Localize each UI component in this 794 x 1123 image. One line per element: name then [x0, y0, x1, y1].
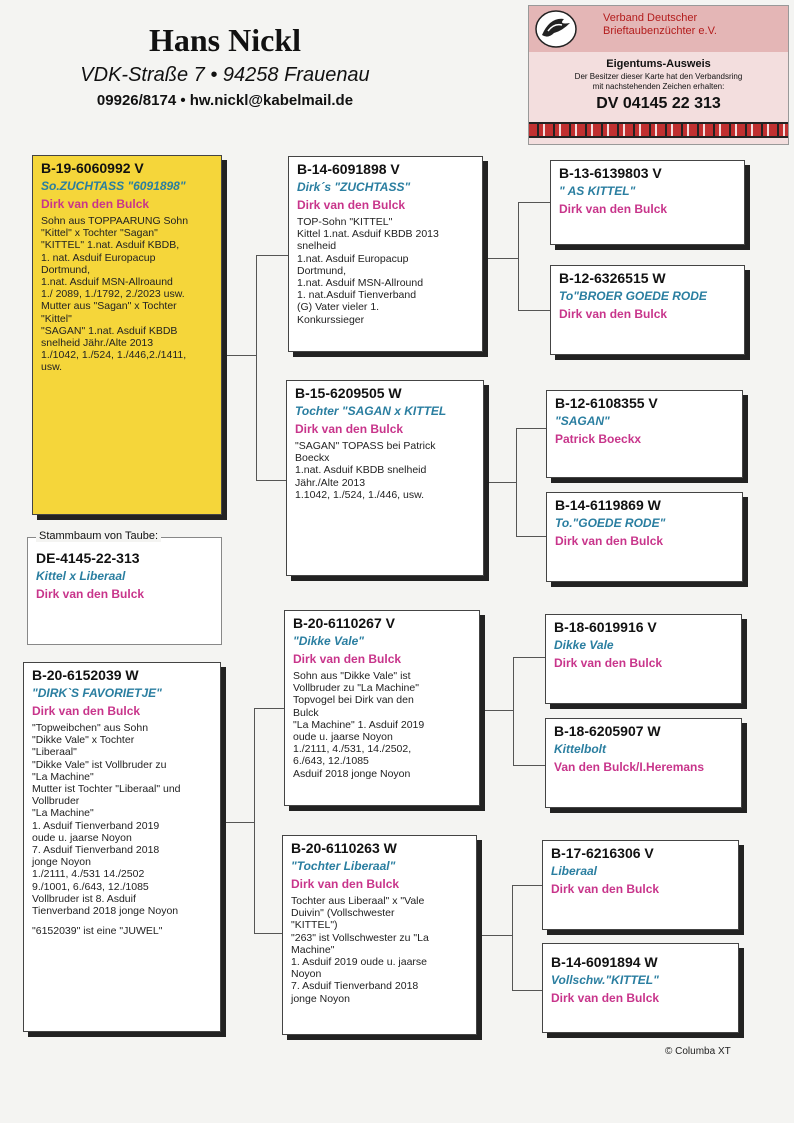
note-line: Asduif 2018 jonge Noyon	[293, 767, 411, 780]
note-line: "La Machine"	[32, 770, 94, 783]
ring-number: B-18-6205907 W	[554, 723, 661, 739]
note-line: Tienverband 2018 jonge Noyon	[32, 905, 179, 918]
ring-number: B-14-6119869 W	[555, 497, 661, 513]
connector-line	[512, 885, 513, 990]
pedigree-box-ds-dam	[545, 718, 742, 808]
note-line: Noyon	[291, 968, 322, 981]
note-line: oude u. jaarse Noyon	[293, 731, 393, 744]
connector-line	[516, 428, 517, 536]
pigeon-name: "Dikke Vale"	[293, 634, 364, 648]
breeder-name: Dirk van den Bulck	[297, 198, 406, 212]
pedigree-box-dd-sire	[542, 840, 739, 930]
note-line: Duivin" (Vollschwester	[291, 907, 395, 920]
connector-line	[513, 765, 545, 766]
note-line: "SAGAN" 1.nat. Asduif KBDB	[41, 324, 178, 337]
card-header	[529, 6, 788, 52]
ring-number: B-20-6110263 W	[291, 840, 397, 856]
pigeon-name: Kittelbolt	[554, 742, 606, 756]
pedigree-footer-note: "6152039" ist eine "JUWEL"	[32, 925, 163, 938]
pedigree-box-dam	[23, 662, 221, 1032]
note-line: Konkurssieger	[297, 313, 365, 326]
pigeon-name: Dirk´s "ZUCHTASS"	[297, 180, 411, 194]
pigeon-name: Dikke Vale	[554, 638, 614, 652]
ring-number: DE-4145-22-313	[36, 550, 140, 566]
connector-line	[480, 710, 513, 711]
owner-address: VDK-Straße 7 • 94258 Frauenau	[80, 64, 370, 86]
connector-line	[222, 355, 256, 356]
note-line: "KITTEL" 1.nat. Asduif KBDB,	[41, 239, 180, 252]
note-line: Machine"	[291, 943, 335, 956]
copyright: © Columba XT	[665, 1046, 731, 1057]
note-line: 1. Asduif Tienverband 2019	[32, 819, 160, 832]
note-line: 1.nat. Asduif MSN-Allroaund	[41, 276, 173, 289]
ring-number: B-20-6110267 V	[293, 615, 395, 631]
card-text-line1: Der Besitzer dieser Karte hat den Verbandsring	[574, 72, 743, 81]
breeder-name: Dirk van den Bulck	[551, 882, 660, 896]
pedigree-box-sd-sire	[546, 390, 743, 478]
pedigree-box-dam-sire	[284, 610, 480, 806]
pedigree-notes	[291, 895, 468, 1005]
pedigree-box-ss-dam	[550, 265, 745, 355]
note-line: "Dikke Vale" x Tochter	[32, 734, 135, 747]
note-line: Sohn aus TOPPAARUNG Sohn	[41, 215, 189, 227]
connector-line	[518, 310, 550, 311]
note-line: Vollbruder zu "La Machine"	[293, 682, 419, 695]
breeder-name: Dirk van den Bulck	[293, 652, 402, 666]
note-line: 1. nat. Asduif Europacup	[41, 251, 156, 264]
note-line: Vollbruder	[32, 795, 80, 808]
card-ring-number: DV 04145 22 313	[596, 95, 721, 112]
note-line: "Kittel"	[41, 312, 72, 325]
connector-line	[512, 885, 542, 886]
breeder-name: Dirk van den Bulck	[32, 704, 141, 718]
card-title: Eigentums-Ausweis	[606, 58, 711, 70]
note-line: Topvogel bei Dirk van den	[293, 694, 414, 707]
connector-line	[256, 255, 288, 256]
note-line: 6./643, 12./1085	[293, 755, 369, 768]
note-line: oude u. jaarse Noyon	[32, 831, 132, 844]
pigeon-name: "SAGAN"	[555, 414, 610, 428]
pigeon-name: "Tochter Liberaal"	[291, 859, 396, 873]
breeder-name: Patrick Boeckx	[555, 432, 642, 446]
note-line: "Liberaal"	[32, 746, 77, 759]
note-line: 7. Asduif Tienverband 2018	[291, 980, 419, 993]
card-org-line2: Brieftaubenzüchter e.V.	[603, 25, 717, 37]
note-line: 1.nat. Asduif MSN-Allround	[297, 277, 424, 290]
connector-line	[254, 708, 255, 933]
breeder-name: Dirk van den Bulck	[559, 307, 668, 321]
card-decorative-strip	[529, 122, 788, 138]
connector-line	[221, 822, 254, 823]
note-line: 1.nat. Asduif Europacup	[297, 252, 409, 265]
breeder-name: Dirk van den Bulck	[41, 197, 150, 211]
pedigree-box-subject	[27, 537, 222, 645]
connector-line	[477, 935, 512, 936]
connector-line	[518, 202, 519, 310]
connector-line	[512, 990, 542, 991]
ring-number: B-17-6216306 V	[551, 845, 654, 861]
connector-line	[254, 933, 282, 934]
pigeon-name: So.ZUCHTASS "6091898"	[41, 179, 186, 193]
connector-line	[518, 202, 550, 203]
pedigree-notes	[297, 216, 474, 326]
note-line: Mutter aus "Sagan" x Tochter	[41, 300, 177, 313]
pedigree-box-sire	[32, 155, 222, 515]
note-line: Boeckx	[295, 452, 330, 465]
pigeon-name: Liberaal	[551, 864, 598, 878]
connector-line	[483, 258, 518, 259]
note-line: 1.nat. Asduif KBDB snelheid	[295, 464, 427, 477]
note-line: "Topweibchen" aus Sohn	[32, 722, 149, 734]
ring-number: B-19-6060992 V	[41, 160, 144, 176]
pedigree-box-sire-sire	[288, 156, 483, 352]
note-line: snelheid Jähr./Alte 2013	[41, 337, 154, 350]
note-line: "263" ist Vollschwester zu "La	[291, 931, 429, 944]
connector-line	[516, 536, 546, 537]
owner-name: Hans Nickl	[148, 22, 302, 58]
note-line: 1./1042, 1./524, 1./446,2./1411,	[41, 349, 187, 362]
note-line: Bulck	[293, 706, 319, 719]
connector-line	[254, 708, 284, 709]
pedigree-box-dd-dam	[542, 943, 739, 1033]
ring-number: B-13-6139803 V	[559, 165, 662, 181]
note-line: 1.1042, 1./524, 1./446, usw.	[295, 488, 425, 501]
note-line: "La Machine"	[32, 807, 94, 820]
note-line: 9./1001, 6./643, 12./1085	[32, 880, 149, 893]
owner-contact: 09926/8174 • hw.nickl@kabelmail.de	[96, 92, 354, 109]
breeder-name: Dirk van den Bulck	[291, 877, 400, 891]
note-line: 7. Asduif Tienverband 2018	[32, 844, 160, 857]
note-line: Dortmund,	[297, 264, 347, 277]
note-line: TOP-Sohn "KITTEL"	[297, 216, 393, 228]
pigeon-name: Tochter "SAGAN x KITTEL	[295, 404, 447, 418]
note-line: 1./2111, 4./531 14./2502	[32, 868, 145, 881]
pigeon-name: Kittel x Liberaal	[36, 569, 126, 583]
note-line: jonge Noyon	[291, 992, 350, 1005]
ring-number: B-14-6091898 V	[297, 161, 400, 177]
pedigree-box-sire-dam	[286, 380, 484, 576]
breeder-name: Dirk van den Bulck	[554, 656, 663, 670]
note-line: "La Machine" 1. Asduif 2019	[293, 718, 425, 731]
card-org-line1: Verband Deutscher	[603, 12, 698, 24]
pedigree-box-sd-dam	[546, 492, 743, 582]
pigeon-name: Vollschw."KITTEL"	[551, 973, 659, 987]
breeder-name: Dirk van den Bulck	[559, 202, 668, 216]
connector-line	[513, 657, 545, 658]
connector-line	[513, 657, 514, 765]
ring-number: B-18-6019916 V	[554, 619, 657, 635]
breeder-name: Dirk van den Bulck	[36, 587, 145, 601]
breeder-name: Van den Bulck/I.Heremans	[554, 760, 705, 774]
pigeon-name: "DIRK`S FAVORIETJE"	[32, 686, 162, 700]
card-text-line2: mit nachstehenden Zeichen erhalten:	[592, 82, 725, 91]
note-line: Kittel 1.nat. Asduif KBDB 2013	[297, 228, 439, 241]
pedigree-notes	[32, 722, 212, 937]
note-line: Sohn aus "Dikke Vale" ist	[293, 670, 411, 682]
connector-line	[256, 480, 286, 481]
breeder-name: Dirk van den Bulck	[555, 534, 664, 548]
ring-number: B-15-6209505 W	[295, 385, 402, 401]
note-line: "SAGAN" TOPASS bei Patrick	[295, 440, 436, 452]
pedigree-notes	[295, 440, 475, 501]
breeder-name: Dirk van den Bulck	[551, 991, 660, 1005]
pedigree-notes	[293, 670, 471, 780]
note-line: 1. nat.Asduif Tienverband	[297, 289, 417, 302]
breeder-name: Dirk van den Bulck	[295, 422, 404, 436]
note-line: Tochter aus Liberaal" x "Vale	[291, 895, 425, 907]
pedigree-box-ds-sire	[545, 614, 742, 704]
note-line	[32, 917, 212, 925]
note-line: "KITTEL")	[291, 919, 338, 932]
pigeon-logo-icon	[534, 9, 578, 49]
connector-line	[516, 428, 546, 429]
pigeon-name: " AS KITTEL"	[559, 184, 636, 198]
note-line: (G) Vater vieler 1.	[297, 301, 380, 314]
ring-number: B-12-6108355 V	[555, 395, 658, 411]
connector-line	[256, 255, 257, 480]
note-line: Vollbruder ist 8. Asduif	[32, 892, 136, 905]
ring-number: B-14-6091894 W	[551, 954, 658, 970]
note-line: 1. Asduif 2019 oude u. jaarse	[291, 956, 428, 969]
note-line: Jähr./Alte 2013	[295, 476, 366, 489]
note-line: "Dikke Vale" ist Vollbruder zu	[32, 758, 167, 771]
note-line: 1./2111, 4./531, 14./2502,	[293, 743, 412, 756]
pedigree-label: Stammbaum von Taube:	[36, 530, 161, 542]
pigeon-name: To"BROER GOEDE RODE	[559, 289, 707, 303]
pedigree-box-dam-dam	[282, 835, 477, 1035]
pigeon-name: To."GOEDE RODE"	[555, 516, 666, 530]
note-line: usw.	[41, 361, 63, 374]
note-line: jonge Noyon	[32, 856, 91, 869]
connector-line	[484, 482, 516, 483]
note-line: Dortmund,	[41, 263, 91, 276]
pedigree-notes	[41, 215, 213, 374]
ring-number: B-12-6326515 W	[559, 270, 666, 286]
pedigree-box-ss-sire	[550, 160, 745, 245]
ownership-card	[528, 5, 789, 145]
ring-number: B-20-6152039 W	[32, 667, 139, 683]
note-line: "Kittel" x Tochter "Sagan"	[41, 227, 158, 240]
note-line: snelheid	[297, 240, 337, 253]
note-line: 1./ 2089, 1./1792, 2./2023 usw.	[41, 288, 185, 301]
note-line: Mutter ist Tochter "Liberaal" und	[32, 783, 181, 796]
